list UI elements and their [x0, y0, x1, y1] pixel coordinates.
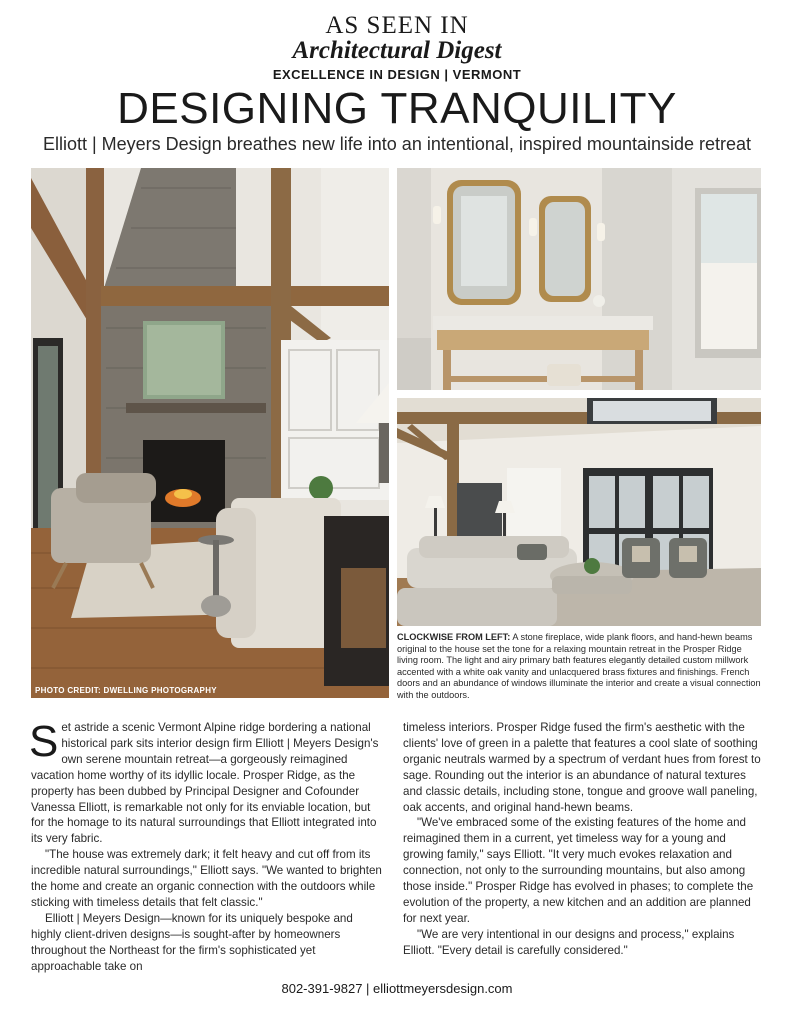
photo-credit: PHOTO CREDIT: DWELLING PHOTOGRAPHY	[35, 686, 217, 695]
article-paragraph: timeless interiors. Prosper Ridge fused the firm's aesthetic with the clients' love of green in a palette that features a cool slate of soothing organic neutrals warmed by a spectrum of verdant hues from forest to sage. Rounding out the interior is an abundance of natural textures and classic details, including stone, tongue and groove wall paneling, oak accents, and original hand-hewn beams.	[403, 721, 761, 814]
article-paragraph: "We are very intentional in our designs and process," explains Elliott. "Every detail is carefully considered."	[403, 927, 735, 957]
subtitle: Elliott | Meyers Design breathes new life into an intentional, inspired mountainside retreat	[42, 134, 752, 154]
caption-text: A stone fireplace, wide plank floors, and hand-hewn beams original to the house set the tone for a relaxing mountain retreat in the Prosper Ridge living room. The light and airy primary bath features elegantly detailed custom millwork accented with a white oak vanity and unlacquered brass fixtures and finishings. French doors and an abundance of windows illuminate the interior and create a visual connection with the outdoors.	[397, 632, 761, 700]
section-label: EXCELLENCE IN DESIGN | VERMONT	[272, 67, 522, 82]
caption-lead: CLOCKWISE FROM LEFT:	[397, 632, 511, 642]
article-paragraph: "The house was extremely dark; it felt heavy and cut off from its incredible natural surroundings," Elliott says. "We wanted to brighten the home and create an organic connection with the outdoors while sticking with timeless details that felt classic."	[31, 848, 382, 909]
magazine-name: Architectural Digest	[292, 37, 502, 64]
bathroom-photo	[397, 168, 761, 390]
article-column-left	[29, 717, 383, 975]
as-seen-in-label: AS SEEN IN	[325, 12, 469, 39]
article-paragraph: "We've embraced some of the existing features of the home and reimagined them in a current, yet timeless way for a young and growing family," says Elliott. "It very much evokes relaxation and connection, not only to the surrounding mountains, but also among those inside." Prosper Ridge has evolved in phases; to complete the evolution of the property, a new kitchen and an addition are planned for next year.	[403, 816, 754, 925]
footer-contact: 802-391-9827 | elliottmeyersdesign.com	[281, 981, 513, 996]
living-room-photo	[31, 168, 389, 698]
page-title: DESIGNING TRANQUILITY	[117, 84, 677, 133]
article-paragraph: Set astride a scenic Vermont Alpine ridge bordering a national historical park sits interior design firm Elliott | Meyers Design's own serene mountain retreat—a gorgeously reimagined vacation home worthy of its idyllic locale. Prosper Ridge, as the property has been dubbed by Principal Designer and Cofounder Vanessa Elliott, is remarkable not only for its enviable location, but for the homage to its natural surroundings that Elliott integrated into its very fabric.	[29, 717, 379, 846]
article-paragraph: Elliott | Meyers Design—known for its uniquely bespoke and highly client-driven designs—is sought-after by homeowners throughout the Northeast for the firm's sophisticated yet approachable take on	[31, 911, 353, 973]
drop-cap: S	[29, 717, 59, 766]
article-column-right	[403, 720, 763, 959]
great-room-photo	[397, 398, 761, 626]
photo-caption	[397, 632, 763, 702]
